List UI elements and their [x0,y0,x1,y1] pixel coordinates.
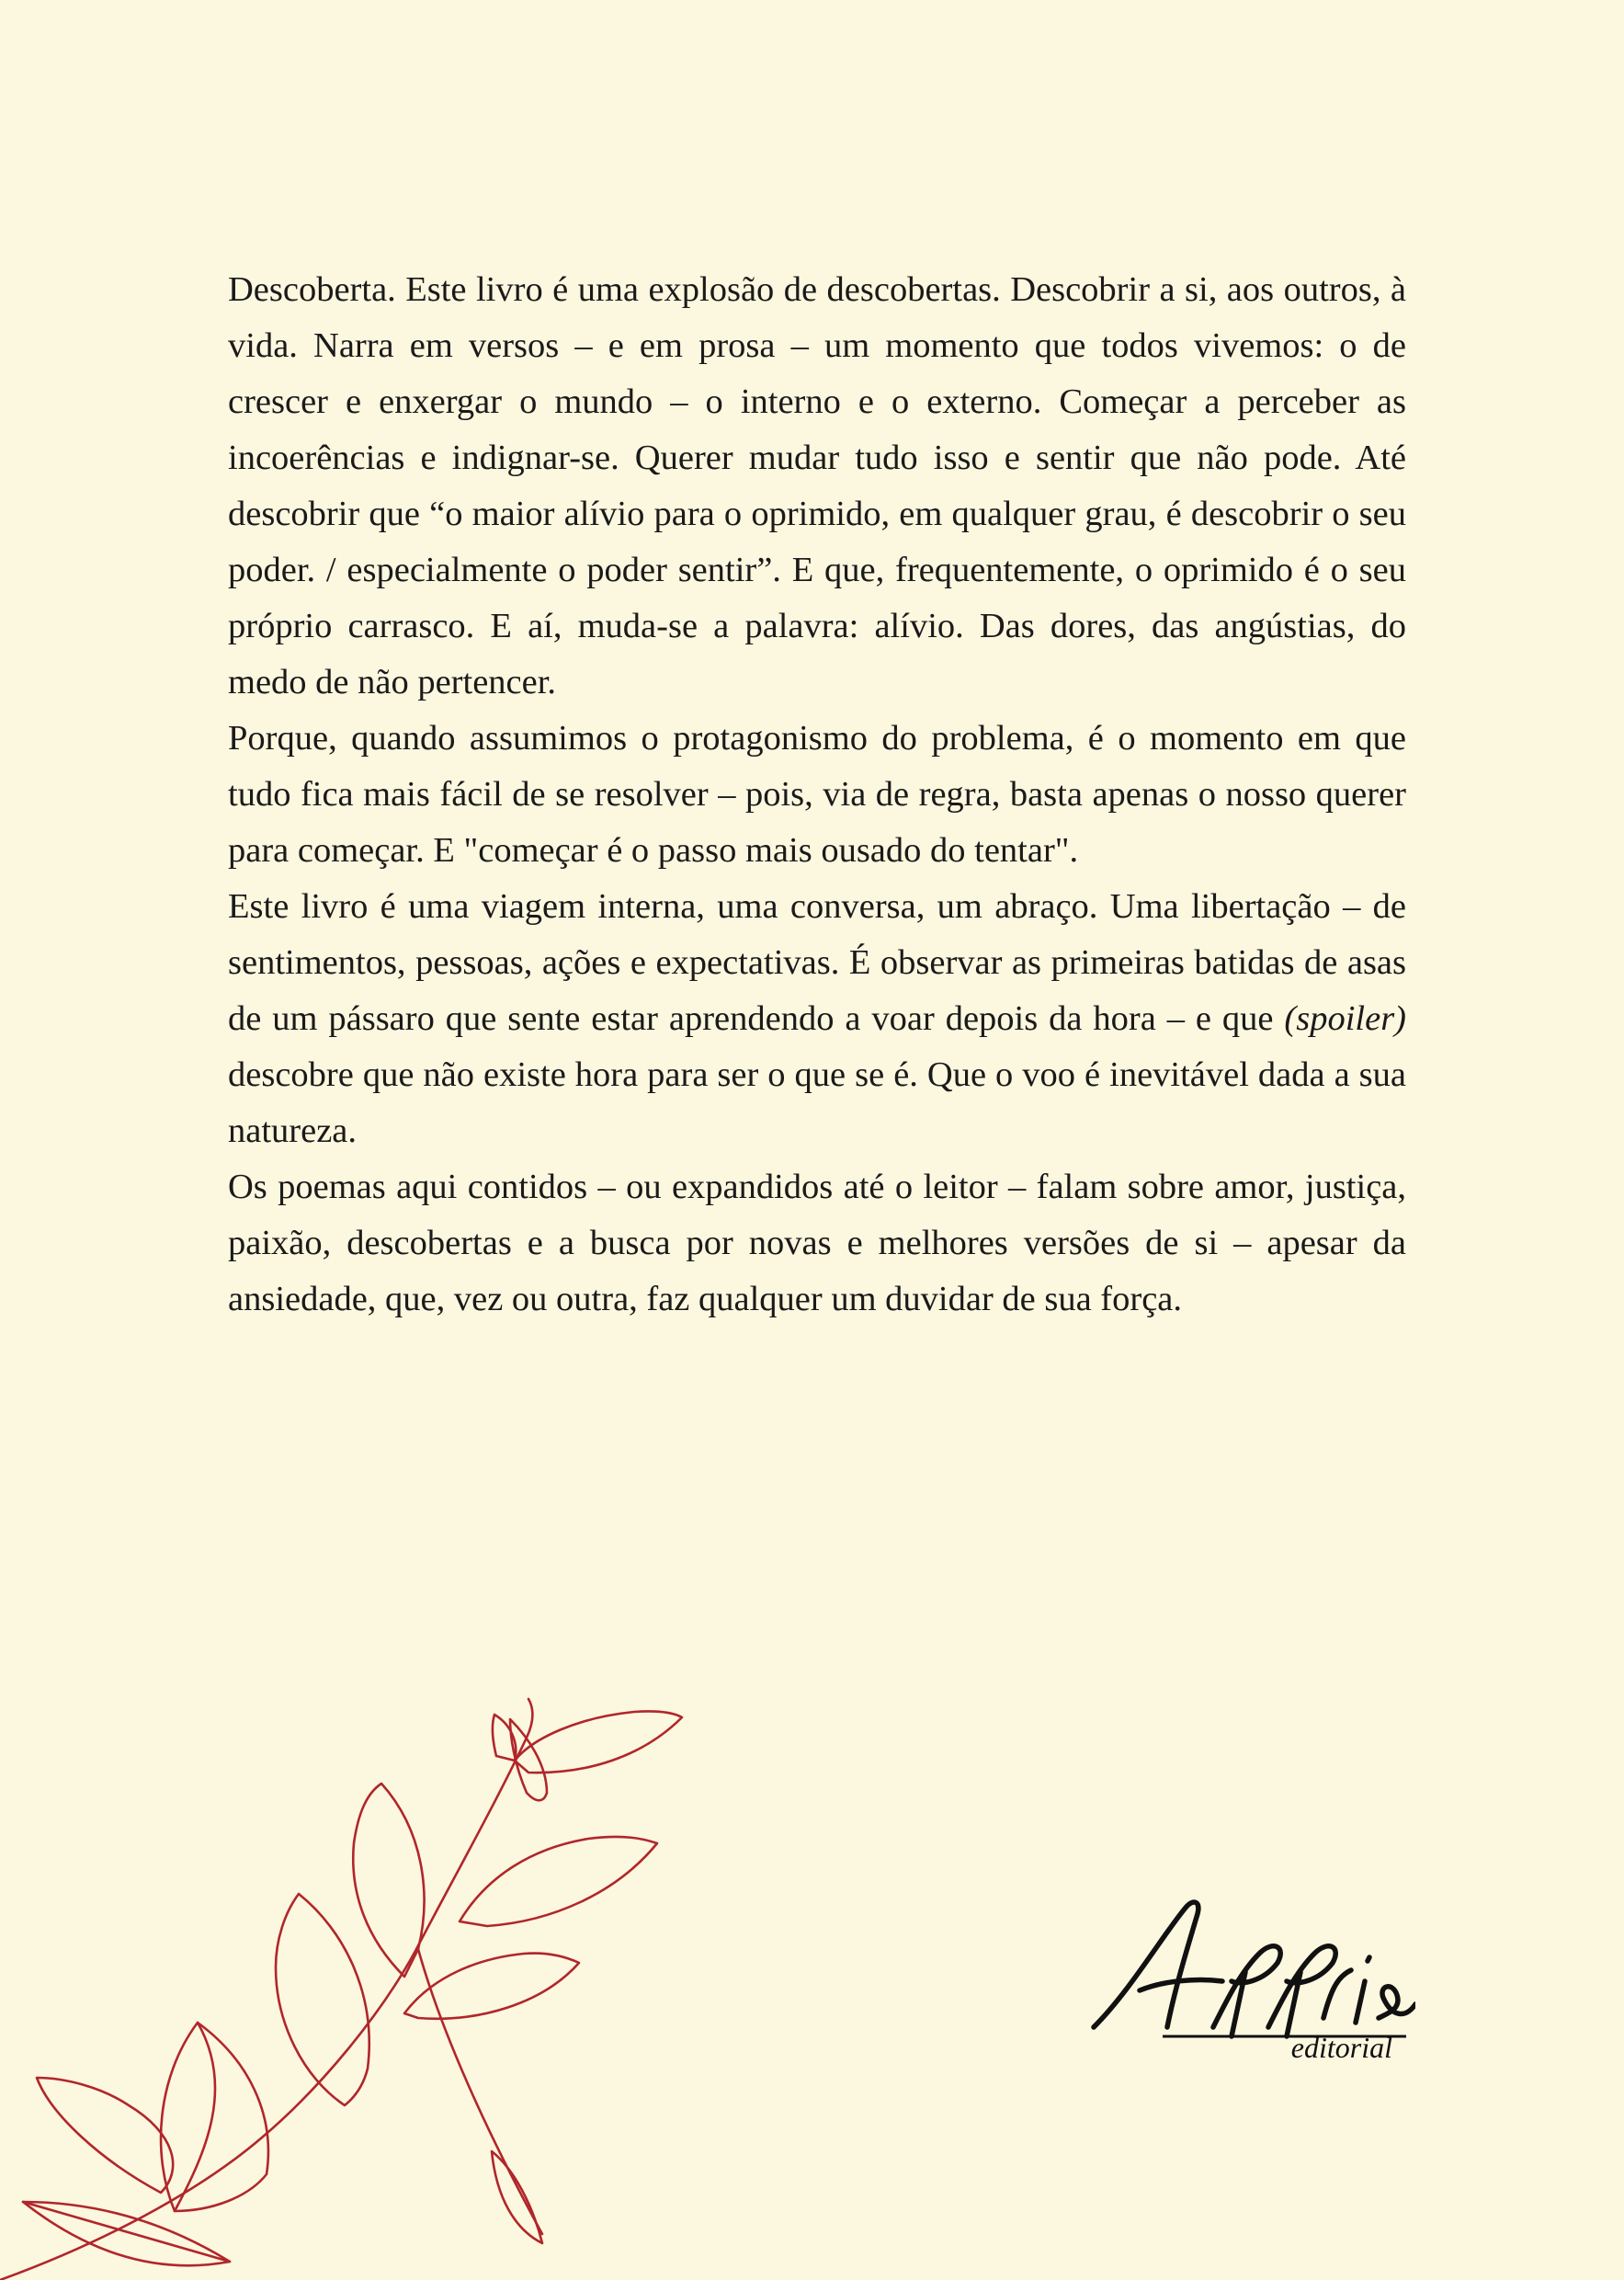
back-cover-text [228,262,1406,1328]
paragraph-3-end: descobre que não existe hora para ser o que se é. Que o voo é inevitável dada a sua natureza. [228,1055,1406,1150]
leaf-3 [161,2023,268,2211]
leaf-4 [276,1894,369,2105]
spoiler-italic: (spoiler) [1284,999,1406,1038]
leaf-5 [353,1784,424,1977]
appris-editorial-logo [1075,1889,1415,2064]
vine-stem [0,1699,532,2280]
paragraph-4: Os poemas aqui contidos – ou expandidos até o leitor – falam sobre amor, justiça, paixão, descobertas e a busca por novas e melhores versões de si – apesar da ansiedade, que, vez ou outra, faz qualquer um duvidar de sua força. [228,1168,1406,1318]
leaf-7 [404,1954,579,2019]
paragraph-3 [228,879,1406,1159]
leaf-2 [37,2078,173,2193]
paragraph-3-start: Este livro é uma viagem interna, uma conversa, um abraço. Uma libertação – de sentimentos, pessoas, ações e expectativas. É observar as primeiras batidas de asas de um pássaro que sente estar aprendendo a voar depois da hora – e que [228,887,1406,1038]
leaf-11 [492,2151,542,2243]
paragraph-1: Descoberta. Este livro é uma explosão de descobertas. Descobrir a si, aos outros, à vida. Narra em versos – e em prosa – um momento que todos vivemos: o de crescer e enxergar o mundo – o interno e o externo. Começar a perceber as incoerências e indignar-se. Querer mudar tudo isso e sentir que não pode. Até descobrir que “o maior alívio para o oprimido, em qualquer grau, é descobrir o seu poder. / especialmente o poder sentir”. E que, frequentemente, o oprimido é o seu próprio carrasco. E aí, muda-se a palavra: alívio. Das dores, das angústias, do medo de não pertencer. [228,270,1406,701]
logo-subtitle: editorial [1290,2031,1392,2064]
leaf-vine-illustration [0,1673,726,2280]
logo-script [1094,1902,1415,2036]
leaf-6 [460,1837,657,1926]
paragraph-2: Porque, quando assumimos o protagonismo do problema, é o momento em que tudo fica mais fácil de se resolver – pois, via de regra, basta apenas o nosso querer para começar. E "começar é o passo mais ousado do tentar". [228,719,1406,870]
